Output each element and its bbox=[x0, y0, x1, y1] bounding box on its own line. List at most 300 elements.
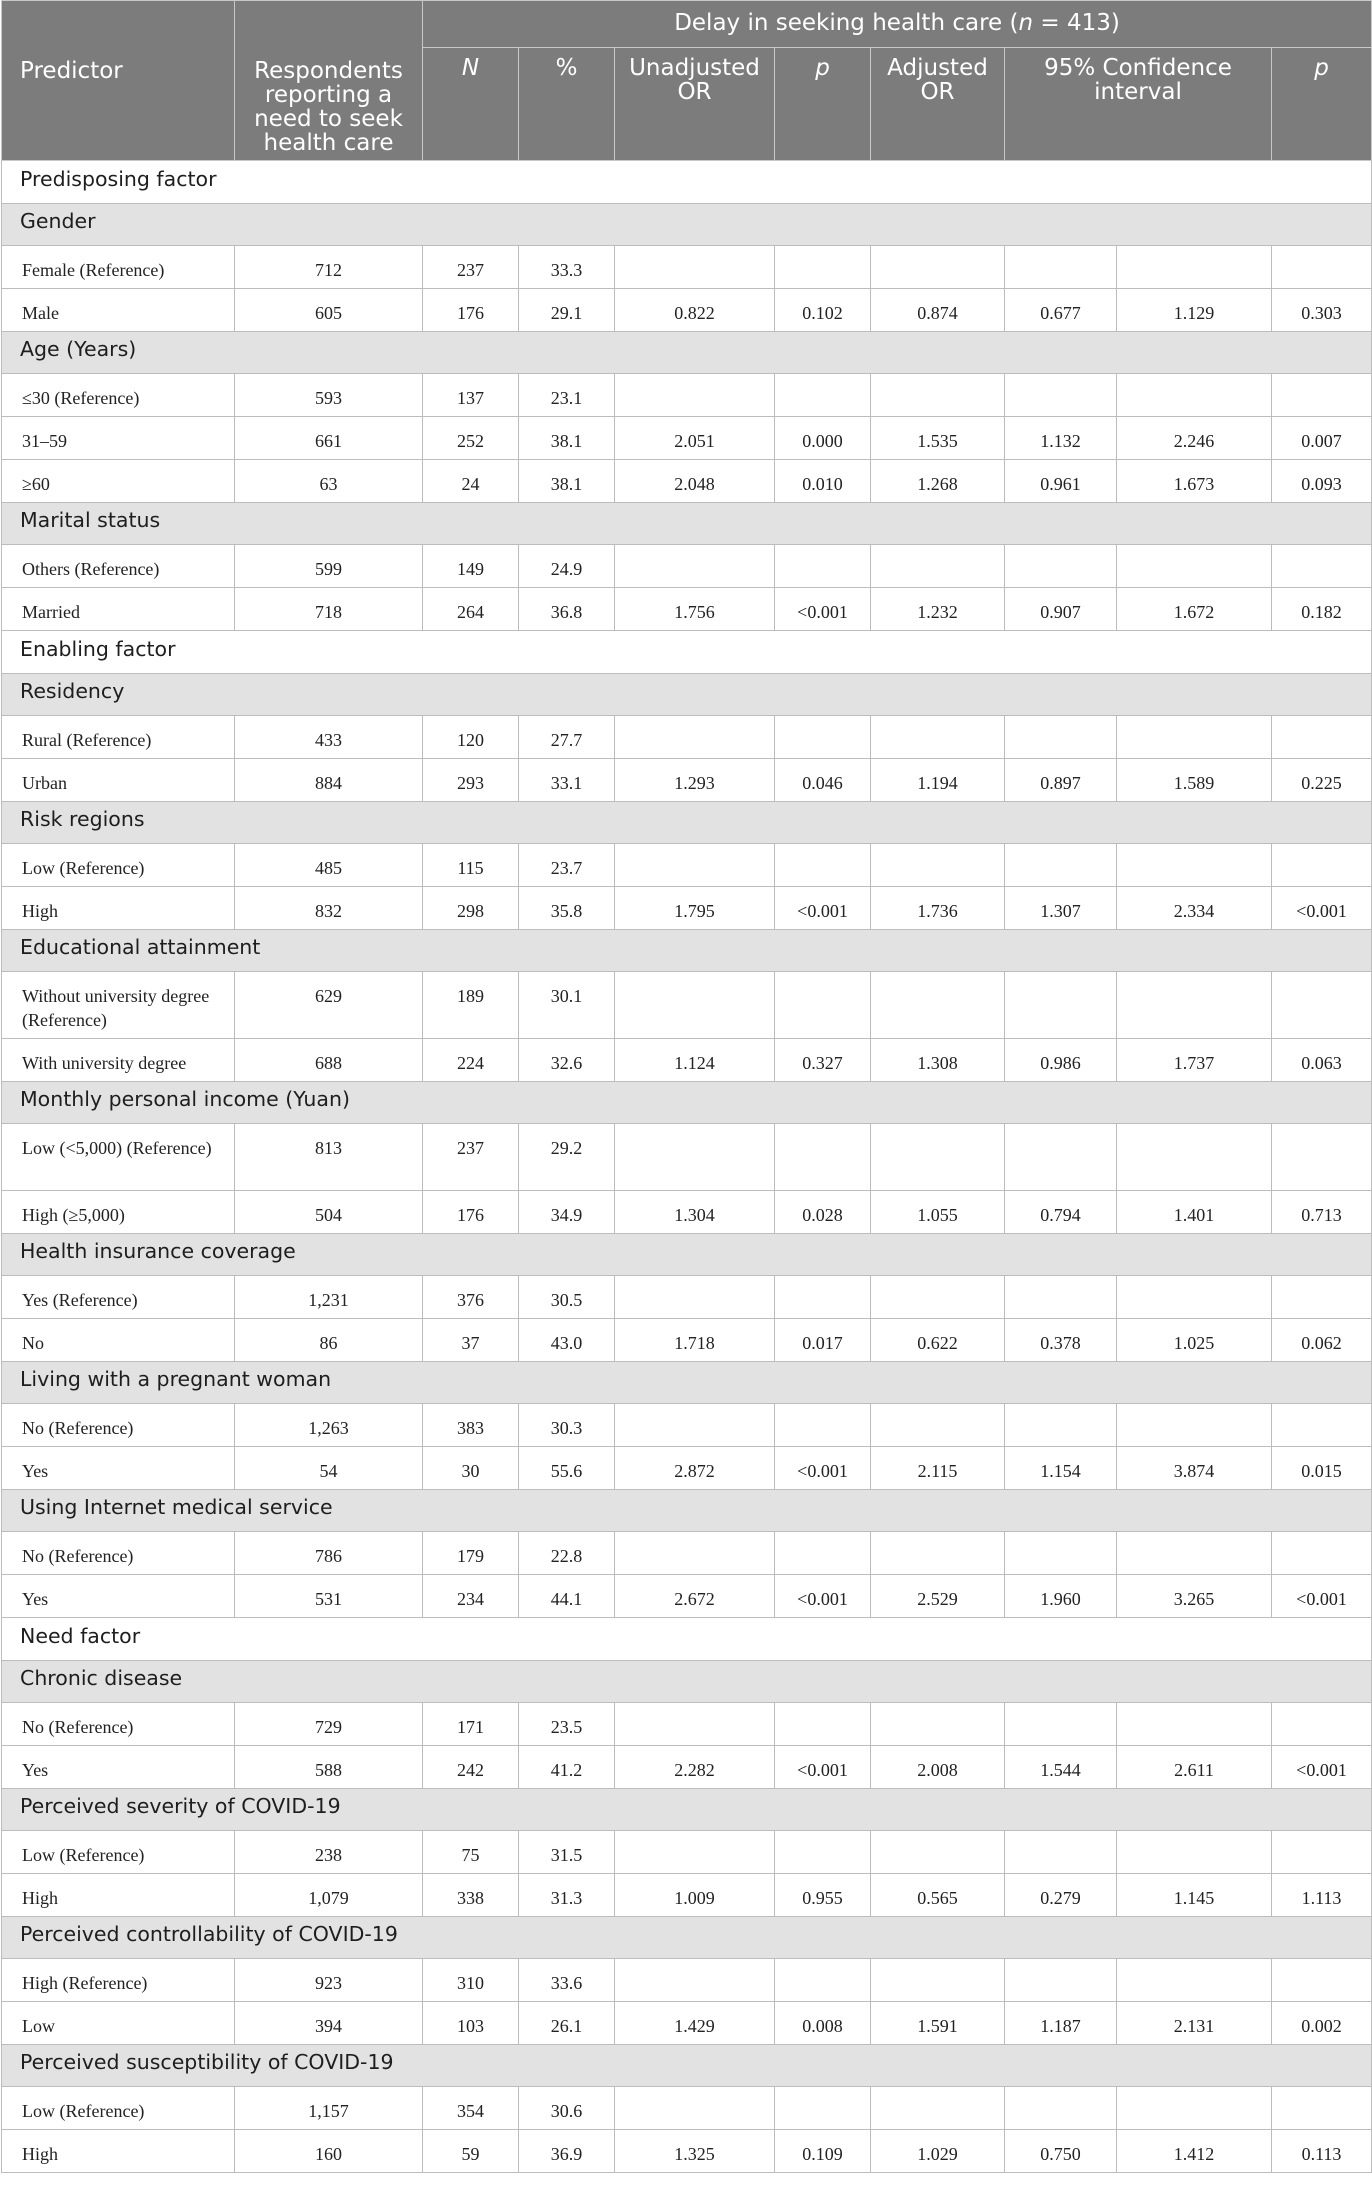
cell-percent: 30.5 bbox=[519, 1276, 615, 1319]
cell-ci-upper: 1.737 bbox=[1117, 1039, 1272, 1082]
cell-p-unadjusted: 0.102 bbox=[775, 289, 871, 332]
cell-percent: 23.5 bbox=[519, 1703, 615, 1746]
row-label: Without university degree (Reference) bbox=[2, 972, 235, 1039]
cell-ci-lower: 1.544 bbox=[1005, 1746, 1117, 1789]
table-row bbox=[2, 972, 1372, 1039]
cell-ci-lower bbox=[1005, 246, 1117, 289]
cell-ci-upper bbox=[1117, 374, 1272, 417]
cell-ci-lower bbox=[1005, 545, 1117, 588]
cell-p-unadjusted: 0.000 bbox=[775, 417, 871, 460]
cell-percent: 33.6 bbox=[519, 1959, 615, 2002]
cell-percent: 30.1 bbox=[519, 972, 615, 1039]
cell-ci-lower: 1.307 bbox=[1005, 887, 1117, 930]
cell-respondents: 923 bbox=[235, 1959, 423, 2002]
group-label: Age (Years) bbox=[2, 332, 1372, 374]
cell-n: 189 bbox=[423, 972, 519, 1039]
cell-percent: 38.1 bbox=[519, 417, 615, 460]
cell-percent: 43.0 bbox=[519, 1319, 615, 1362]
cell-n: 115 bbox=[423, 844, 519, 887]
header-percent: % bbox=[519, 48, 615, 161]
cell-p-adjusted: 0.007 bbox=[1272, 417, 1372, 460]
cell-unadjusted-or: 1.718 bbox=[615, 1319, 775, 1362]
header-respondents: Respondents reporting a need to seek health care bbox=[235, 1, 423, 161]
cell-p-adjusted: <0.001 bbox=[1272, 1575, 1372, 1618]
cell-respondents: 504 bbox=[235, 1191, 423, 1234]
group-header-row bbox=[2, 1917, 1372, 1959]
cell-respondents: 813 bbox=[235, 1124, 423, 1191]
cell-p-unadjusted: <0.001 bbox=[775, 1575, 871, 1618]
group-label: Residency bbox=[2, 674, 1372, 716]
cell-respondents: 1,263 bbox=[235, 1404, 423, 1447]
cell-ci-upper bbox=[1117, 972, 1272, 1039]
cell-ci-upper bbox=[1117, 246, 1272, 289]
cell-unadjusted-or: 1.756 bbox=[615, 588, 775, 631]
cell-p-unadjusted: 0.046 bbox=[775, 759, 871, 802]
cell-ci-lower: 1.187 bbox=[1005, 2002, 1117, 2045]
table-row bbox=[2, 246, 1372, 289]
cell-adjusted-or bbox=[871, 545, 1005, 588]
table-row bbox=[2, 2002, 1372, 2045]
cell-n: 376 bbox=[423, 1276, 519, 1319]
header-confidence-interval: 95% Confidence interval bbox=[1005, 48, 1272, 161]
cell-percent: 44.1 bbox=[519, 1575, 615, 1618]
row-label: Yes bbox=[2, 1746, 235, 1789]
group-label: Educational attainment bbox=[2, 930, 1372, 972]
cell-ci-upper: 1.672 bbox=[1117, 588, 1272, 631]
header-delay-suffix: = 413) bbox=[1033, 10, 1120, 36]
cell-p-adjusted bbox=[1272, 1276, 1372, 1319]
cell-unadjusted-or: 1.325 bbox=[615, 2130, 775, 2173]
cell-p-adjusted bbox=[1272, 1831, 1372, 1874]
cell-unadjusted-or bbox=[615, 1831, 775, 1874]
cell-n: 242 bbox=[423, 1746, 519, 1789]
cell-adjusted-or bbox=[871, 1703, 1005, 1746]
cell-unadjusted-or: 2.051 bbox=[615, 417, 775, 460]
table-row bbox=[2, 887, 1372, 930]
cell-ci-upper: 2.334 bbox=[1117, 887, 1272, 930]
cell-p-adjusted bbox=[1272, 844, 1372, 887]
cell-adjusted-or: 1.194 bbox=[871, 759, 1005, 802]
cell-unadjusted-or bbox=[615, 1959, 775, 2002]
group-header-row bbox=[2, 1789, 1372, 1831]
cell-p-unadjusted: 0.955 bbox=[775, 1874, 871, 1917]
cell-respondents: 786 bbox=[235, 1532, 423, 1575]
cell-percent: 29.2 bbox=[519, 1124, 615, 1191]
cell-n: 176 bbox=[423, 1191, 519, 1234]
cell-respondents: 1,157 bbox=[235, 2087, 423, 2130]
cell-adjusted-or bbox=[871, 1276, 1005, 1319]
cell-p-adjusted bbox=[1272, 1532, 1372, 1575]
table-row bbox=[2, 1124, 1372, 1191]
cell-adjusted-or: 1.055 bbox=[871, 1191, 1005, 1234]
header-adjusted-or: Adjusted OR bbox=[871, 48, 1005, 161]
cell-n: 338 bbox=[423, 1874, 519, 1917]
row-label: No bbox=[2, 1319, 235, 1362]
cell-percent: 23.1 bbox=[519, 374, 615, 417]
cell-unadjusted-or: 1.293 bbox=[615, 759, 775, 802]
table-row bbox=[2, 588, 1372, 631]
table-body bbox=[2, 161, 1372, 2173]
cell-adjusted-or bbox=[871, 1124, 1005, 1191]
cell-unadjusted-or: 1.304 bbox=[615, 1191, 775, 1234]
row-label: No (Reference) bbox=[2, 1532, 235, 1575]
cell-unadjusted-or bbox=[615, 246, 775, 289]
cell-percent: 29.1 bbox=[519, 289, 615, 332]
cell-ci-upper: 1.401 bbox=[1117, 1191, 1272, 1234]
cell-ci-upper: 2.246 bbox=[1117, 417, 1272, 460]
cell-p-adjusted bbox=[1272, 972, 1372, 1039]
group-label: Perceived susceptibility of COVID-19 bbox=[2, 2045, 1372, 2087]
section-header-row bbox=[2, 631, 1372, 674]
table-row bbox=[2, 1703, 1372, 1746]
cell-respondents: 54 bbox=[235, 1447, 423, 1490]
cell-n: 224 bbox=[423, 1039, 519, 1082]
cell-p-adjusted bbox=[1272, 716, 1372, 759]
cell-n: 264 bbox=[423, 588, 519, 631]
cell-p-unadjusted bbox=[775, 1831, 871, 1874]
group-label: Risk regions bbox=[2, 802, 1372, 844]
cell-n: 293 bbox=[423, 759, 519, 802]
cell-p-unadjusted: 0.028 bbox=[775, 1191, 871, 1234]
cell-ci-lower bbox=[1005, 844, 1117, 887]
cell-unadjusted-or bbox=[615, 844, 775, 887]
cell-p-adjusted: 0.002 bbox=[1272, 2002, 1372, 2045]
cell-p-unadjusted: 0.010 bbox=[775, 460, 871, 503]
table-row bbox=[2, 1746, 1372, 1789]
cell-respondents: 485 bbox=[235, 844, 423, 887]
table-row bbox=[2, 1831, 1372, 1874]
cell-respondents: 1,231 bbox=[235, 1276, 423, 1319]
group-header-row bbox=[2, 332, 1372, 374]
cell-respondents: 712 bbox=[235, 246, 423, 289]
table-row bbox=[2, 1319, 1372, 1362]
cell-percent: 30.6 bbox=[519, 2087, 615, 2130]
cell-p-adjusted bbox=[1272, 545, 1372, 588]
cell-adjusted-or bbox=[871, 972, 1005, 1039]
cell-ci-upper bbox=[1117, 1124, 1272, 1191]
cell-p-unadjusted bbox=[775, 1404, 871, 1447]
group-header-row bbox=[2, 1362, 1372, 1404]
cell-p-unadjusted bbox=[775, 1124, 871, 1191]
cell-respondents: 593 bbox=[235, 374, 423, 417]
row-label: High (≥5,000) bbox=[2, 1191, 235, 1234]
cell-respondents: 394 bbox=[235, 2002, 423, 2045]
cell-ci-upper: 1.412 bbox=[1117, 2130, 1272, 2173]
cell-p-unadjusted: 0.327 bbox=[775, 1039, 871, 1082]
cell-percent: 33.1 bbox=[519, 759, 615, 802]
section-label: Enabling factor bbox=[2, 631, 1372, 674]
header-delay-group bbox=[423, 1, 1372, 48]
cell-ci-upper bbox=[1117, 1831, 1272, 1874]
cell-unadjusted-or bbox=[615, 1532, 775, 1575]
cell-p-unadjusted: <0.001 bbox=[775, 1746, 871, 1789]
cell-p-adjusted bbox=[1272, 1124, 1372, 1191]
table-row bbox=[2, 844, 1372, 887]
cell-adjusted-or: 0.874 bbox=[871, 289, 1005, 332]
header-predictor: Predictor bbox=[2, 1, 235, 161]
cell-n: 237 bbox=[423, 1124, 519, 1191]
cell-n: 137 bbox=[423, 374, 519, 417]
cell-p-unadjusted bbox=[775, 844, 871, 887]
cell-p-unadjusted bbox=[775, 1703, 871, 1746]
cell-ci-lower: 0.378 bbox=[1005, 1319, 1117, 1362]
cell-ci-lower: 0.279 bbox=[1005, 1874, 1117, 1917]
group-label: Living with a pregnant woman bbox=[2, 1362, 1372, 1404]
cell-p-adjusted: 0.303 bbox=[1272, 289, 1372, 332]
cell-unadjusted-or: 1.429 bbox=[615, 2002, 775, 2045]
cell-respondents: 629 bbox=[235, 972, 423, 1039]
cell-percent: 55.6 bbox=[519, 1447, 615, 1490]
table-row bbox=[2, 1874, 1372, 1917]
cell-p-adjusted: 1.113 bbox=[1272, 1874, 1372, 1917]
cell-p-adjusted: 0.713 bbox=[1272, 1191, 1372, 1234]
cell-ci-upper bbox=[1117, 1532, 1272, 1575]
cell-p-unadjusted bbox=[775, 2087, 871, 2130]
cell-percent: 36.8 bbox=[519, 588, 615, 631]
cell-ci-upper bbox=[1117, 1703, 1272, 1746]
row-label: Yes (Reference) bbox=[2, 1276, 235, 1319]
cell-respondents: 1,079 bbox=[235, 1874, 423, 1917]
cell-p-unadjusted bbox=[775, 545, 871, 588]
cell-respondents: 160 bbox=[235, 2130, 423, 2173]
cell-adjusted-or: 0.622 bbox=[871, 1319, 1005, 1362]
table-row bbox=[2, 374, 1372, 417]
cell-respondents: 605 bbox=[235, 289, 423, 332]
group-header-row bbox=[2, 2045, 1372, 2087]
row-label: No (Reference) bbox=[2, 1404, 235, 1447]
cell-percent: 38.1 bbox=[519, 460, 615, 503]
row-label: High bbox=[2, 887, 235, 930]
row-label: 31–59 bbox=[2, 417, 235, 460]
cell-adjusted-or bbox=[871, 1831, 1005, 1874]
cell-p-adjusted: <0.001 bbox=[1272, 887, 1372, 930]
cell-p-unadjusted bbox=[775, 1532, 871, 1575]
cell-respondents: 688 bbox=[235, 1039, 423, 1082]
cell-n: 252 bbox=[423, 417, 519, 460]
cell-unadjusted-or: 2.282 bbox=[615, 1746, 775, 1789]
cell-p-adjusted bbox=[1272, 1959, 1372, 2002]
cell-ci-upper: 1.025 bbox=[1117, 1319, 1272, 1362]
group-label: Perceived severity of COVID-19 bbox=[2, 1789, 1372, 1831]
table-row bbox=[2, 1404, 1372, 1447]
group-header-row bbox=[2, 1234, 1372, 1276]
cell-adjusted-or bbox=[871, 246, 1005, 289]
table-row bbox=[2, 1039, 1372, 1082]
header-delay-prefix: Delay in seeking health care ( bbox=[674, 10, 1019, 36]
cell-adjusted-or: 1.591 bbox=[871, 2002, 1005, 2045]
group-header-row bbox=[2, 930, 1372, 972]
cell-ci-lower: 1.154 bbox=[1005, 1447, 1117, 1490]
cell-ci-upper: 3.874 bbox=[1117, 1447, 1272, 1490]
group-header-row bbox=[2, 204, 1372, 246]
cell-n: 103 bbox=[423, 2002, 519, 2045]
cell-n: 354 bbox=[423, 2087, 519, 2130]
cell-p-adjusted bbox=[1272, 374, 1372, 417]
cell-ci-upper: 1.673 bbox=[1117, 460, 1272, 503]
row-label: Low (<5,000) (Reference) bbox=[2, 1124, 235, 1191]
cell-n: 310 bbox=[423, 1959, 519, 2002]
cell-n: 179 bbox=[423, 1532, 519, 1575]
cell-p-adjusted bbox=[1272, 1404, 1372, 1447]
cell-adjusted-or: 0.565 bbox=[871, 1874, 1005, 1917]
cell-ci-lower bbox=[1005, 1831, 1117, 1874]
cell-respondents: 718 bbox=[235, 588, 423, 631]
row-label: Urban bbox=[2, 759, 235, 802]
cell-respondents: 832 bbox=[235, 887, 423, 930]
cell-n: 171 bbox=[423, 1703, 519, 1746]
cell-respondents: 531 bbox=[235, 1575, 423, 1618]
cell-p-adjusted: 0.062 bbox=[1272, 1319, 1372, 1362]
header-delay-n: n bbox=[1018, 10, 1034, 36]
cell-ci-lower: 0.961 bbox=[1005, 460, 1117, 503]
row-label: Rural (Reference) bbox=[2, 716, 235, 759]
row-label: Male bbox=[2, 289, 235, 332]
cell-ci-lower bbox=[1005, 716, 1117, 759]
cell-respondents: 884 bbox=[235, 759, 423, 802]
table-row bbox=[2, 460, 1372, 503]
cell-percent: 27.7 bbox=[519, 716, 615, 759]
row-label: Yes bbox=[2, 1447, 235, 1490]
cell-p-unadjusted: 0.017 bbox=[775, 1319, 871, 1362]
cell-ci-upper: 3.265 bbox=[1117, 1575, 1272, 1618]
cell-p-adjusted: <0.001 bbox=[1272, 1746, 1372, 1789]
row-label: Married bbox=[2, 588, 235, 631]
row-label: No (Reference) bbox=[2, 1703, 235, 1746]
cell-p-adjusted bbox=[1272, 1703, 1372, 1746]
group-header-row bbox=[2, 1082, 1372, 1124]
row-label: Low (Reference) bbox=[2, 1831, 235, 1874]
cell-adjusted-or: 1.535 bbox=[871, 417, 1005, 460]
table-row bbox=[2, 1276, 1372, 1319]
row-label: Yes bbox=[2, 1575, 235, 1618]
cell-respondents: 588 bbox=[235, 1746, 423, 1789]
cell-p-unadjusted: 0.109 bbox=[775, 2130, 871, 2173]
cell-respondents: 238 bbox=[235, 1831, 423, 1874]
table-row bbox=[2, 759, 1372, 802]
table-row bbox=[2, 1959, 1372, 2002]
cell-ci-lower bbox=[1005, 972, 1117, 1039]
row-label: Female (Reference) bbox=[2, 246, 235, 289]
cell-unadjusted-or: 1.009 bbox=[615, 1874, 775, 1917]
cell-ci-lower: 0.897 bbox=[1005, 759, 1117, 802]
cell-percent: 41.2 bbox=[519, 1746, 615, 1789]
header-p-unadjusted: p bbox=[775, 48, 871, 161]
group-header-row bbox=[2, 674, 1372, 716]
cell-unadjusted-or bbox=[615, 374, 775, 417]
cell-p-unadjusted: <0.001 bbox=[775, 588, 871, 631]
cell-n: 24 bbox=[423, 460, 519, 503]
cell-n: 30 bbox=[423, 1447, 519, 1490]
cell-percent: 35.8 bbox=[519, 887, 615, 930]
row-label: High (Reference) bbox=[2, 1959, 235, 2002]
section-label: Predisposing factor bbox=[2, 161, 1372, 204]
cell-ci-upper: 2.611 bbox=[1117, 1746, 1272, 1789]
cell-n: 37 bbox=[423, 1319, 519, 1362]
cell-adjusted-or: 1.308 bbox=[871, 1039, 1005, 1082]
cell-adjusted-or: 1.268 bbox=[871, 460, 1005, 503]
row-label: High bbox=[2, 2130, 235, 2173]
table-row bbox=[2, 1447, 1372, 1490]
cell-ci-lower: 0.794 bbox=[1005, 1191, 1117, 1234]
cell-ci-lower: 1.132 bbox=[1005, 417, 1117, 460]
section-label: Need factor bbox=[2, 1618, 1372, 1661]
cell-n: 234 bbox=[423, 1575, 519, 1618]
cell-n: 383 bbox=[423, 1404, 519, 1447]
table-row bbox=[2, 1191, 1372, 1234]
cell-p-unadjusted bbox=[775, 972, 871, 1039]
cell-percent: 23.7 bbox=[519, 844, 615, 887]
cell-ci-lower bbox=[1005, 1703, 1117, 1746]
cell-percent: 24.9 bbox=[519, 545, 615, 588]
cell-unadjusted-or: 2.048 bbox=[615, 460, 775, 503]
cell-n: 120 bbox=[423, 716, 519, 759]
cell-p-adjusted: 0.113 bbox=[1272, 2130, 1372, 2173]
row-label: Low (Reference) bbox=[2, 844, 235, 887]
cell-ci-upper bbox=[1117, 545, 1272, 588]
cell-p-unadjusted: 0.008 bbox=[775, 2002, 871, 2045]
cell-p-unadjusted bbox=[775, 246, 871, 289]
cell-ci-lower bbox=[1005, 1276, 1117, 1319]
cell-percent: 30.3 bbox=[519, 1404, 615, 1447]
cell-p-adjusted: 0.015 bbox=[1272, 1447, 1372, 1490]
cell-unadjusted-or bbox=[615, 716, 775, 759]
cell-unadjusted-or bbox=[615, 1124, 775, 1191]
group-label: Monthly personal income (Yuan) bbox=[2, 1082, 1372, 1124]
cell-adjusted-or bbox=[871, 2087, 1005, 2130]
cell-adjusted-or: 2.529 bbox=[871, 1575, 1005, 1618]
group-header-row bbox=[2, 802, 1372, 844]
cell-percent: 26.1 bbox=[519, 2002, 615, 2045]
group-header-row bbox=[2, 503, 1372, 545]
cell-p-unadjusted bbox=[775, 1276, 871, 1319]
cell-percent: 36.9 bbox=[519, 2130, 615, 2173]
cell-percent: 33.3 bbox=[519, 246, 615, 289]
cell-percent: 22.8 bbox=[519, 1532, 615, 1575]
cell-ci-upper: 2.131 bbox=[1117, 2002, 1272, 2045]
cell-p-adjusted: 0.225 bbox=[1272, 759, 1372, 802]
cell-p-unadjusted bbox=[775, 1959, 871, 2002]
cell-respondents: 661 bbox=[235, 417, 423, 460]
cell-ci-lower bbox=[1005, 374, 1117, 417]
cell-unadjusted-or: 2.672 bbox=[615, 1575, 775, 1618]
row-label: ≤30 (Reference) bbox=[2, 374, 235, 417]
cell-unadjusted-or bbox=[615, 545, 775, 588]
cell-ci-upper bbox=[1117, 1404, 1272, 1447]
cell-n: 75 bbox=[423, 1831, 519, 1874]
section-header-row bbox=[2, 161, 1372, 204]
cell-p-adjusted: 0.063 bbox=[1272, 1039, 1372, 1082]
cell-ci-lower bbox=[1005, 1532, 1117, 1575]
cell-ci-lower bbox=[1005, 1124, 1117, 1191]
cell-respondents: 63 bbox=[235, 460, 423, 503]
row-label: High bbox=[2, 1874, 235, 1917]
cell-p-adjusted: 0.093 bbox=[1272, 460, 1372, 503]
header-p-adjusted: p bbox=[1272, 48, 1372, 161]
cell-ci-lower bbox=[1005, 2087, 1117, 2130]
cell-p-unadjusted: <0.001 bbox=[775, 887, 871, 930]
results-table bbox=[1, 0, 1372, 2173]
cell-percent: 32.6 bbox=[519, 1039, 615, 1082]
cell-ci-lower: 0.677 bbox=[1005, 289, 1117, 332]
cell-p-adjusted bbox=[1272, 246, 1372, 289]
table-row bbox=[2, 1532, 1372, 1575]
table-row bbox=[2, 545, 1372, 588]
row-label: Low (Reference) bbox=[2, 2087, 235, 2130]
cell-percent: 31.5 bbox=[519, 1831, 615, 1874]
cell-n: 149 bbox=[423, 545, 519, 588]
group-header-row bbox=[2, 1661, 1372, 1703]
cell-adjusted-or: 2.115 bbox=[871, 1447, 1005, 1490]
